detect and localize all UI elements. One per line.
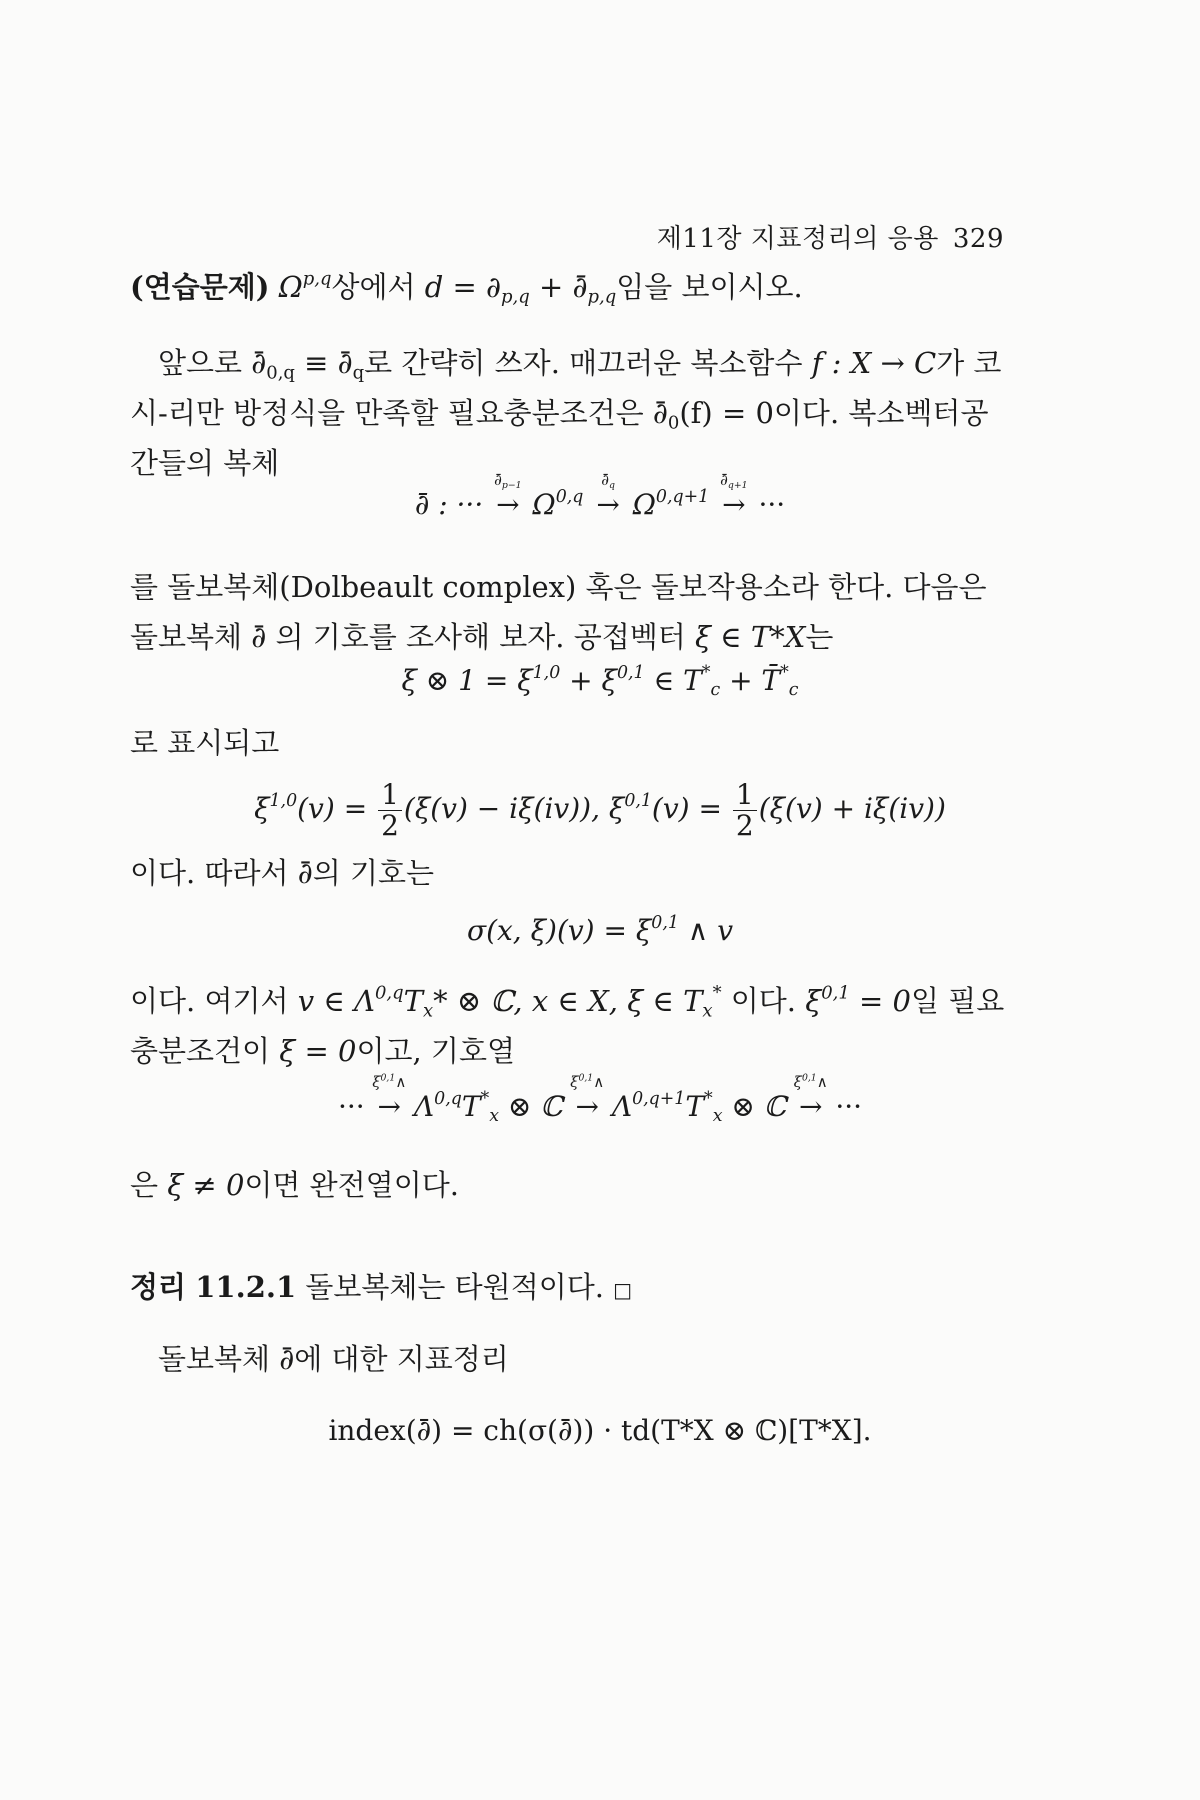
xi-decomposition-equation bbox=[0, 780, 1200, 841]
decomp-sup2: 0,1 bbox=[616, 662, 645, 683]
omega-0q-sup: 0,q bbox=[555, 486, 584, 507]
sigma-equation bbox=[0, 914, 1200, 947]
theorem-text: 돌보복체는 타원적이다. bbox=[305, 1270, 604, 1304]
seq-arrow: $\xi^{0,1}\wedge$ → bbox=[372, 1072, 407, 1123]
seq-dots: ··· bbox=[337, 1090, 365, 1123]
exact-a: 은 bbox=[130, 1168, 168, 1202]
symbol-sequence-equation bbox=[0, 1072, 1200, 1127]
xi10-eq: (v) = bbox=[297, 792, 368, 825]
seq-arrow-sup: 0,1 bbox=[801, 1072, 817, 1084]
exercise-plus: + ∂̄ bbox=[529, 270, 588, 304]
exercise-formula: d = ∂ bbox=[424, 270, 502, 304]
theorem-number: 11.2.1 bbox=[195, 1270, 297, 1304]
where-xi: ξ bbox=[805, 984, 822, 1018]
where-paragraph bbox=[130, 976, 1010, 1076]
where-t1: 이다. 여기서 bbox=[130, 984, 298, 1018]
exact-b: 이면 완전열이다. bbox=[244, 1168, 459, 1202]
exact-cond: ξ ≠ 0 bbox=[167, 1168, 245, 1202]
represent-line: 로 표시되고 bbox=[130, 726, 280, 760]
symbol-line: 이다. 따라서 ∂̄의 기호는 bbox=[130, 856, 434, 890]
xi01-sup: 0,1 bbox=[624, 790, 652, 811]
lambda-0q1: Λ bbox=[611, 1090, 633, 1123]
seq-arrow: $\xi^{0,1}\wedge$ → bbox=[570, 1072, 605, 1123]
arrow-label: ∂̄ bbox=[601, 471, 609, 489]
omega-sup: p,q bbox=[302, 268, 332, 290]
exercise-text: 상에서 bbox=[331, 270, 425, 304]
arrow-q-plus-1: $\partial̄_{q+1}$ → bbox=[720, 471, 748, 521]
complex-lhs: ∂̄ : ··· bbox=[414, 488, 484, 521]
frac-den: 2 bbox=[735, 809, 754, 842]
decomp-sub1: c bbox=[710, 680, 721, 701]
where-sub2: x bbox=[702, 1000, 713, 1022]
frac-num: 1 bbox=[378, 780, 402, 811]
xi10: ξ bbox=[254, 792, 270, 825]
where-t4: 이고, 기호열 bbox=[356, 1034, 515, 1068]
lambda-0q-sup: 0,q bbox=[434, 1088, 462, 1109]
sigma-lhs: σ(x, ξ)(v) = ξ bbox=[466, 914, 652, 947]
where-eq0: = 0 bbox=[849, 984, 911, 1018]
intro-paragraph bbox=[130, 338, 1010, 488]
running-header bbox=[657, 218, 1004, 255]
intro-text1: 로 간략히 쓰자. 매끄러운 복소함수 bbox=[364, 346, 812, 380]
fraction-half bbox=[733, 780, 757, 841]
intro-map: f : X → C bbox=[811, 346, 937, 380]
intro-sub-a: 0,q bbox=[266, 362, 295, 384]
chapter-title: 제11장 지표정리의 응용 bbox=[656, 224, 939, 254]
xi01-rhs: (ξ(v) + iξ(iv)) bbox=[758, 792, 946, 825]
covector-xi: ξ ∈ T*X bbox=[694, 620, 806, 654]
intro-sub-b: q bbox=[352, 362, 365, 384]
dolbeault-text: 를 돌보복체(Dolbeault complex) 혹은 돌보작용소라 한다. 다음은 돌보복체 ∂̄ 의 기호를 조사해 보자. 공접벡터 bbox=[130, 570, 987, 654]
seq-arrow-xi: ξ bbox=[793, 1073, 802, 1091]
sigma-rhs: ∧ v bbox=[678, 914, 734, 947]
intro-text3: 이다. 복소벡터공간들의 복체 bbox=[130, 396, 989, 480]
decomp-sup1: 1,0 bbox=[532, 662, 561, 683]
xi10-sup: 1,0 bbox=[269, 790, 298, 811]
theorem-11-2-1 bbox=[130, 1262, 1010, 1315]
where-t3: 일 필요충분조건이 bbox=[130, 984, 1005, 1068]
where-v-sup: 0,q bbox=[374, 982, 404, 1004]
exercise-statement bbox=[130, 262, 1010, 312]
frac-den: 2 bbox=[381, 809, 399, 842]
decomp-plus: + ξ bbox=[560, 664, 617, 697]
intro-cond: ∂̄ bbox=[652, 396, 668, 430]
exercise-sub1: p,q bbox=[501, 286, 530, 308]
fraction-half bbox=[378, 780, 402, 841]
where-xi-sup: 0,1 bbox=[821, 982, 850, 1004]
qed-symbol: □ bbox=[613, 1278, 633, 1302]
lambda-0q1-sup: 0,q+1 bbox=[632, 1088, 686, 1109]
intro-lead: 앞으로 ∂̄ bbox=[158, 346, 267, 380]
arrow-label: ∂̄ bbox=[494, 471, 502, 489]
exact-line bbox=[130, 1160, 1010, 1210]
arrow-q: $\partial̄_q$ → bbox=[596, 471, 620, 521]
dolbeault-paragraph bbox=[130, 562, 1010, 662]
dolbeault-text-end: 는 bbox=[805, 620, 834, 654]
seq-Tx: x bbox=[489, 1106, 500, 1127]
page-number: 329 bbox=[952, 224, 1004, 254]
index-theorem-equation: index(∂̄) = ch(σ(∂̄)) · td(T*X ⊗ ℂ)[T*X]. bbox=[328, 1414, 872, 1447]
exercise-label: (연습문제) bbox=[130, 270, 270, 304]
arrow-label-sub: p−1 bbox=[501, 479, 522, 491]
complex-tail: ··· bbox=[758, 488, 786, 521]
intro-cond-sub: 0 bbox=[667, 412, 680, 434]
omega-symbol: Ω bbox=[278, 270, 303, 304]
xi01-eq: (v) = bbox=[651, 792, 722, 825]
seq-arrow-wedge: ∧ bbox=[395, 1073, 407, 1091]
seq-dots: ··· bbox=[835, 1090, 863, 1123]
seq-arrow-xi: ξ bbox=[570, 1073, 579, 1091]
seq-star: * bbox=[480, 1088, 490, 1109]
where-rest: * ⊗ ℂ, x ∈ X, ξ ∈ T bbox=[433, 984, 703, 1018]
dolbeault-complex-equation bbox=[0, 471, 1200, 521]
seq-arrow-xi: ξ bbox=[372, 1073, 381, 1091]
omega-0q1: Ω bbox=[632, 488, 656, 521]
arrow-label: ∂̄ bbox=[720, 471, 728, 489]
arrow-label-sub: q bbox=[608, 479, 615, 491]
omega-0q: Ω bbox=[532, 488, 556, 521]
seq-arrow-wedge: ∧ bbox=[816, 1073, 828, 1091]
seq-tensor: ⊗ ℂ bbox=[499, 1090, 563, 1123]
seq-arrow-sup: 0,1 bbox=[578, 1072, 594, 1084]
seq-arrow-sup: 0,1 bbox=[380, 1072, 396, 1084]
arrow-p-minus-1: $\partial̄_{p-1}$ → bbox=[494, 471, 522, 521]
intro-cond-rest: (f) = 0 bbox=[679, 396, 774, 430]
intro-text2: 가 코시-리만 방정식을 만족할 필요충분조건은 bbox=[130, 346, 1002, 430]
exercise-sub2: p,q bbox=[587, 286, 617, 308]
decomp-in: ∈ T bbox=[644, 664, 702, 697]
sigma-sup: 0,1 bbox=[651, 912, 679, 933]
omega-0q1-sup: 0,q+1 bbox=[655, 486, 710, 507]
decomp-plus2: + T̄ bbox=[720, 664, 781, 697]
seq-tensor: ⊗ ℂ bbox=[722, 1090, 787, 1123]
where-star: * bbox=[712, 982, 722, 1004]
arrow-label-sub: q+1 bbox=[727, 479, 748, 491]
where-T: T bbox=[403, 984, 423, 1018]
where-t2: 이다. bbox=[721, 984, 806, 1018]
where-v: v ∈ Λ bbox=[297, 984, 375, 1018]
seq-Tx: x bbox=[712, 1106, 723, 1127]
decomp-lhs: ξ ⊗ 1 = ξ bbox=[401, 664, 533, 697]
exercise-tail: 임을 보이시오. bbox=[616, 270, 803, 304]
frac-num: 1 bbox=[733, 780, 757, 811]
where-T-sub: x bbox=[422, 1000, 434, 1022]
where-xi0: ξ = 0 bbox=[279, 1034, 357, 1068]
seq-T: T bbox=[461, 1090, 481, 1123]
seq-T: T bbox=[685, 1090, 705, 1123]
lambda-0q: Λ bbox=[413, 1090, 435, 1123]
seq-star: * bbox=[704, 1088, 713, 1109]
intro-mid: ≡ ∂̄ bbox=[294, 346, 353, 380]
decomposition-equation: ξ ⊗ $1 = \xi^{1,0} + \xi^{0,1}$ ∈ $T^*_c$ + $T̄^*_c$ bbox=[401, 662, 799, 701]
theorem-label: 정리 bbox=[130, 1270, 187, 1304]
decomp-sub2: c bbox=[788, 680, 799, 701]
index-intro: 돌보복체 ∂̄에 대한 지표정리 bbox=[158, 1342, 509, 1376]
seq-arrow: $\xi^{0,1}\wedge$ → bbox=[793, 1072, 828, 1123]
xi10-rhs: (ξ(v) − iξ(iv)), ξ bbox=[403, 792, 625, 825]
seq-arrow-wedge: ∧ bbox=[593, 1073, 605, 1091]
